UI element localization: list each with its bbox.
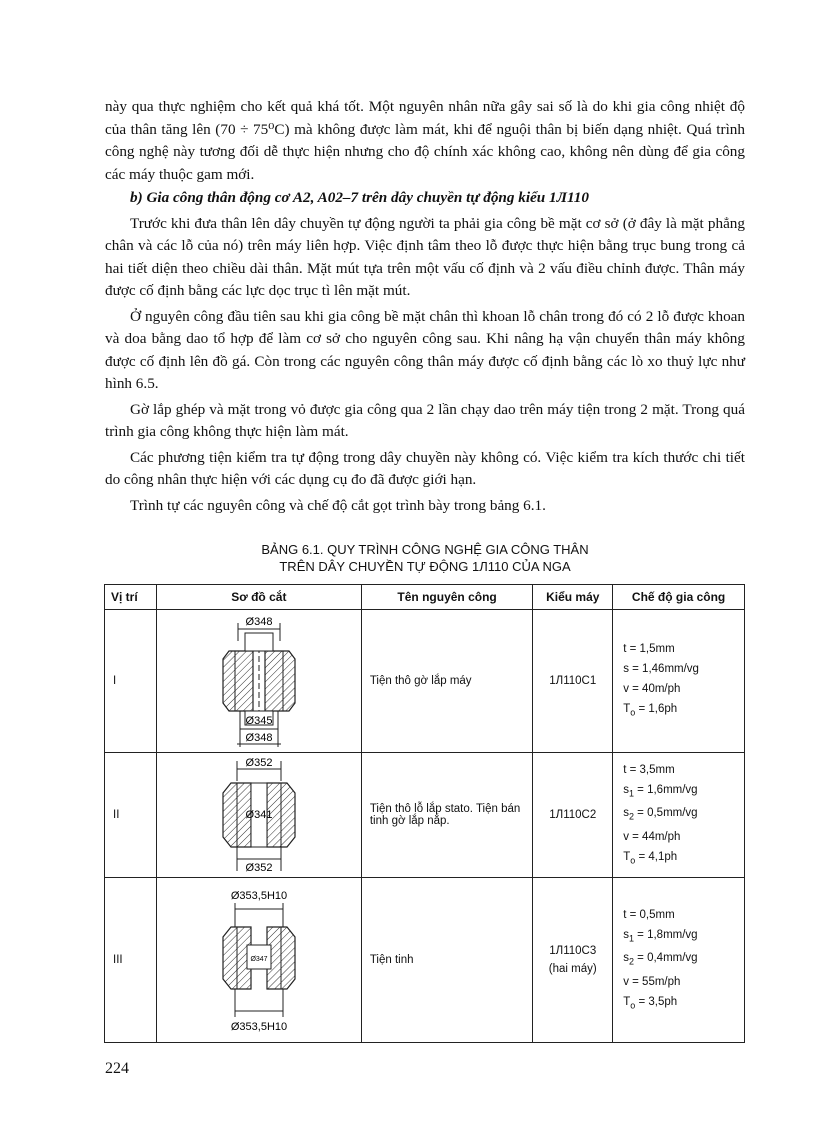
- dim-label: Ø353,5H10: [230, 890, 287, 902]
- table-row: [105, 878, 745, 1043]
- table-caption: [105, 541, 745, 575]
- row-position: II: [105, 753, 157, 878]
- machine-code: 1Л110C1: [549, 675, 597, 687]
- mode-speed: v = 40m/ph: [623, 683, 681, 696]
- body-text: [105, 96, 745, 517]
- cutting-mode: [613, 753, 745, 878]
- mode-depth: t = 1,5mm: [623, 643, 675, 656]
- caption-line: BẢNG 6.1. QUY TRÌNH CÔNG NGHỆ GIA CÔNG THÂN: [261, 542, 589, 557]
- machine-model: [533, 878, 613, 1043]
- caption-line: TRÊN DÂY CHUYỀN TỰ ĐỘNG 1Л110 CỦA NGA: [279, 559, 571, 574]
- operation-name: Tiện tinh: [361, 878, 533, 1043]
- header-operation: Tên nguyên công: [361, 585, 533, 610]
- mode-time: $T_o = 4,1ph$: [623, 850, 678, 865]
- header-machine: Kiểu máy: [533, 585, 613, 610]
- dim-label: Ø348: [245, 732, 273, 744]
- paragraph: Trước khi đưa thân lên dây chuyền tự động người ta phải gia công bề mặt cơ sở (ở đây là mặt phẳng chân và các lỗ của nó) trên máy liên hợp. Việc định tâm theo lỗ được thực hiện bằng trục bung trong cả hai tiết diện theo chiều dài thân. Mặt mút tựa trên một vấu cố định và 2 vấu điều chỉnh được. Thân máy được cố định bằng các lực dọc trục tì lên mặt mút.: [105, 214, 745, 299]
- row-position: III: [105, 878, 157, 1043]
- machine-code: 1Л110C3: [549, 945, 597, 957]
- dim-label: Ø345: [245, 715, 273, 727]
- mode-depth: t = 3,5mm: [623, 764, 675, 777]
- header-position: Vị trí: [105, 585, 157, 610]
- cutting-mode: [613, 878, 745, 1043]
- mode-depth: t = 0,5mm: [623, 909, 675, 922]
- page-number: 224: [105, 1060, 129, 1077]
- table-header-row: [105, 585, 745, 610]
- mode-feed-2: $s_2 = 0,5mm/vg$: [623, 807, 698, 822]
- dim-label: Ø347: [250, 956, 268, 963]
- mode-feed-1: $s_1 = 1,6mm/vg$: [623, 784, 698, 799]
- mode-speed: v = 44m/ph: [623, 830, 681, 843]
- mode-feed-2-value: = 0,4mm/vg: [637, 952, 698, 965]
- mode-time: $T_o = 1,6ph$: [623, 703, 678, 718]
- row-position: I: [105, 610, 157, 753]
- paragraph: Gờ lắp ghép và mặt trong vỏ được gia công qua 2 lần chạy dao trên máy tiện trong 2 mặt. Trong quá trình gia công không thực hiện làm mát.: [105, 400, 745, 440]
- mode-feed-1-value: = 1,8mm/vg: [637, 929, 698, 942]
- cutting-sketch: [156, 610, 361, 753]
- machine-note: (hai máy): [548, 963, 597, 975]
- mode-feed-2: $s_2 = 0,4mm/vg$: [623, 952, 698, 967]
- mode-feed-1-value: = 1,6mm/vg: [637, 784, 698, 797]
- dim-label: Ø352: [245, 757, 273, 769]
- mode-time-value: = 1,6ph: [638, 703, 678, 716]
- process-table: [104, 584, 745, 1043]
- machine-model: [533, 610, 613, 753]
- mode-feed: s = 1,46mm/vg: [623, 663, 699, 676]
- paragraph: Các phương tiện kiểm tra tự động trong dây chuyền này không có. Việc kiểm tra kích thước chi tiết do công nhân thực hiện với các dụng cụ đo đã được giới hạn.: [105, 448, 745, 488]
- mode-feed-1: $s_1 = 1,8mm/vg$: [623, 929, 698, 944]
- header-mode: Chế độ gia công: [613, 585, 745, 610]
- mode-time-value: = 4,1ph: [638, 850, 678, 863]
- section-heading-b: b) Gia công thân động cơ A2, A02–7 trên dây chuyền tự động kiểu 1Л110: [130, 189, 589, 206]
- operation-name: Tiện thô lỗ lắp stato. Tiện bán tinh gờ lắp nắp.: [361, 753, 533, 878]
- cutting-sketch: [156, 753, 361, 878]
- dim-label: Ø348: [245, 616, 273, 628]
- cutting-mode: [613, 610, 745, 753]
- operation-name: Tiện thô gờ lắp máy: [361, 610, 533, 753]
- table-row: [105, 610, 745, 753]
- table-row: [105, 753, 745, 878]
- header-sketch: Sơ đồ cắt: [156, 585, 361, 610]
- cutting-diagram-2: [159, 755, 359, 875]
- machine-model: [533, 753, 613, 878]
- machine-code: 1Л110C2: [549, 809, 597, 821]
- dim-label: Ø341: [245, 809, 273, 821]
- paragraph: Ở nguyên công đầu tiên sau khi gia công bề mặt chân thì khoan lỗ chân trong đó có 2 lỗ được khoan và doa bằng dao tổ hợp để làm cơ sở cho nguyên công sau. Khi nâng hạ vận chuyển thân máy không được cố định lên đồ gá. Còn trong các nguyên công thân máy được cố định bằng các lò xo thuỷ lực như hình 6.5.: [105, 307, 745, 392]
- cutting-sketch: [156, 878, 361, 1043]
- paragraph: này qua thực nghiệm cho kết quả khá tốt. Một nguyên nhân nữa gây sai số là do khi gia công nhiệt độ của thân tăng lên (70 ÷ 75⁰C) mà không được làm mát, khi để nguội thân bị biến dạng nhiệt. Quá trình công nghệ này tương đối dễ thực hiện nhưng cho độ chính xác không cao, không nên dùng để gia công các máy thuộc gam mới.: [105, 98, 745, 183]
- cutting-diagram-3: [159, 885, 359, 1035]
- mode-time: $T_o = 3,5ph$: [623, 995, 678, 1010]
- dim-label: Ø353,5H10: [230, 1021, 287, 1033]
- paragraph: Trình tự các nguyên công và chế độ cắt gọt trình bày trong bảng 6.1.: [130, 496, 546, 514]
- cutting-diagram-1: [159, 611, 359, 751]
- dim-label: Ø352: [245, 862, 273, 874]
- mode-time-value: = 3,5ph: [638, 995, 678, 1008]
- mode-feed-2-value: = 0,5mm/vg: [637, 807, 698, 820]
- mode-speed: v = 55m/ph: [623, 975, 681, 988]
